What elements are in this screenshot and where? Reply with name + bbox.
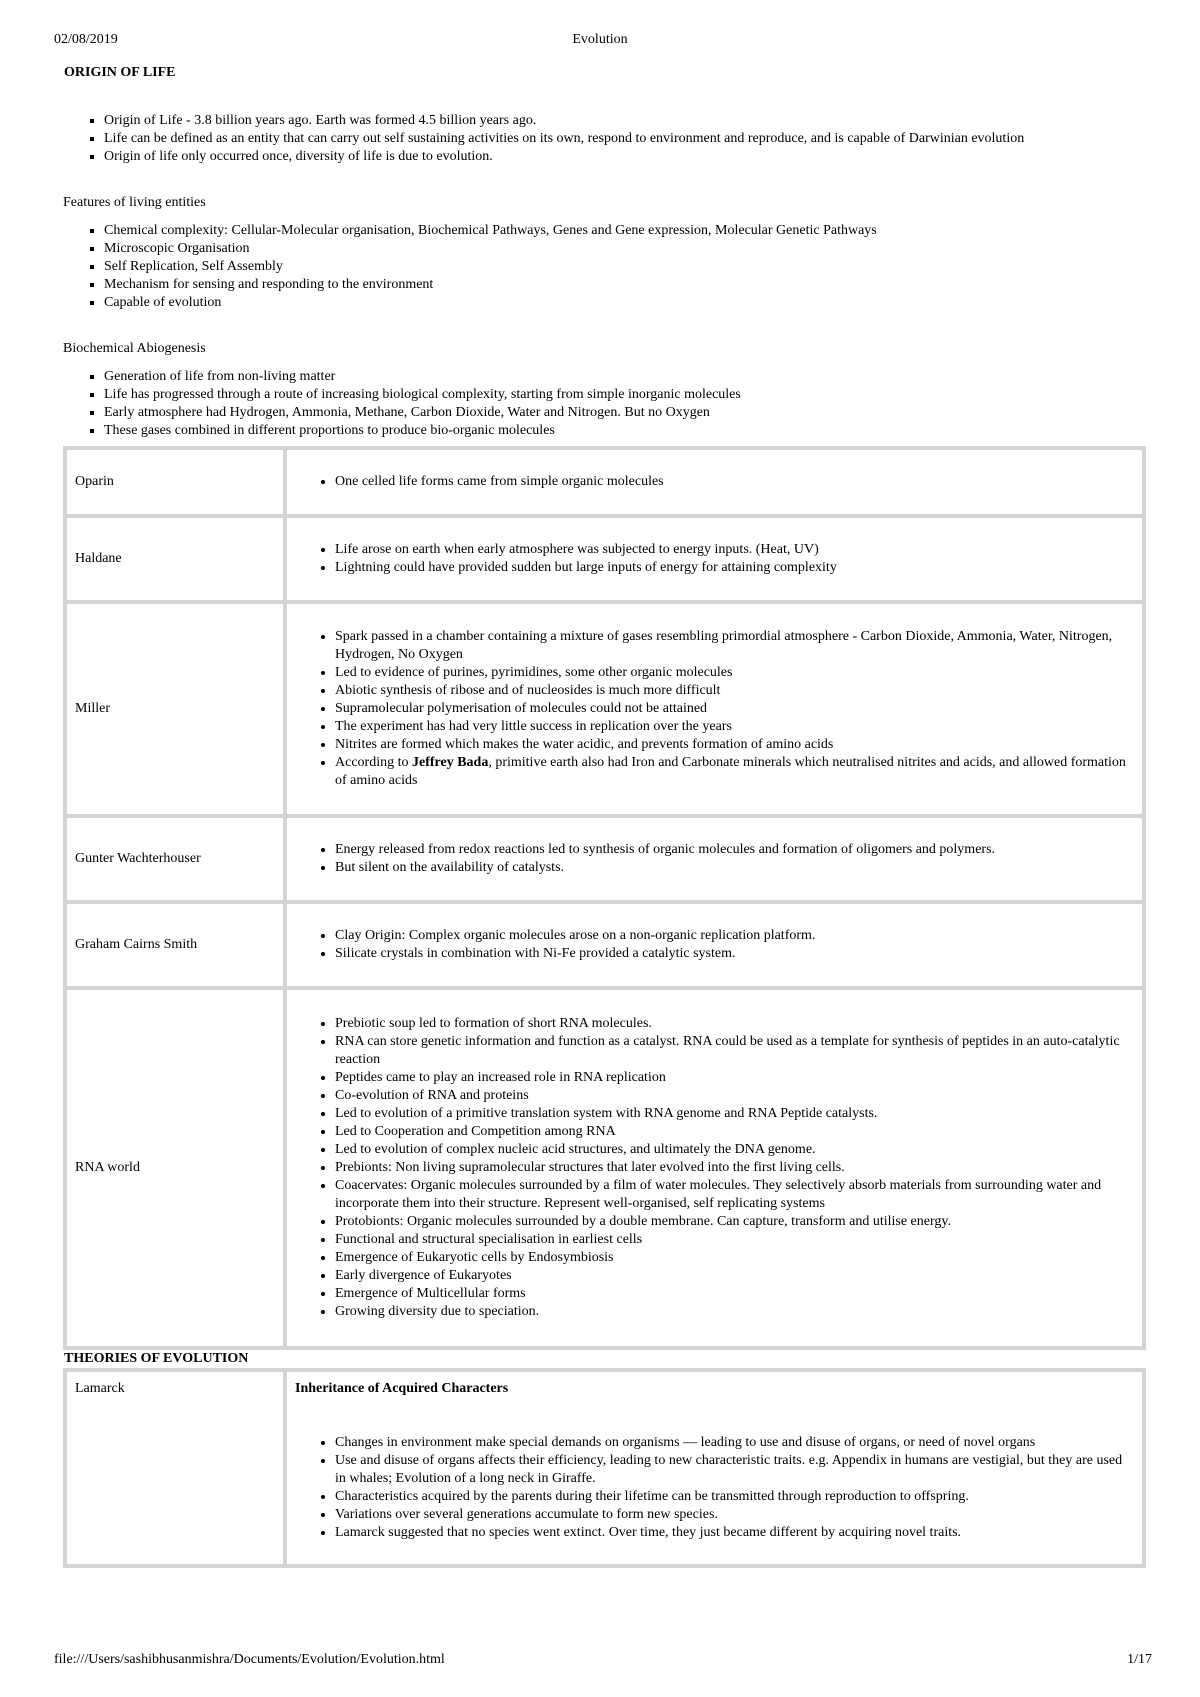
list-item: • Growing diversity due to speciation. [335, 1303, 1132, 1321]
table-row [65, 516, 1144, 602]
list-item: • Co-evolution of RNA and proteins [335, 1087, 1132, 1105]
table-row [65, 902, 1144, 988]
list-item: • Spark passed in a chamber containing a mixture of gases resembling primordial atmosphere - Carbon Dioxide, Ammonia, Water, Nitrogen, Hydrogen, No Oxygen [335, 628, 1132, 664]
row-label-miller: Miller [65, 602, 285, 816]
abiogenesis-list [64, 368, 1144, 440]
list-item: ▪ Life has progressed through a route of increasing biological complexity, starting from simple inorganic molecules [104, 386, 1144, 404]
page-header-title: Evolution [572, 32, 628, 47]
list-item: ▪ Microscopic Organisation [104, 240, 1144, 258]
bada-pre: According to [335, 755, 412, 770]
list-item: • Prebiotic soup led to formation of short RNA molecules. [335, 1015, 1132, 1033]
list-item: ▪ Generation of life from non-living matter [104, 368, 1144, 386]
list-item: • The experiment has had very little success in replication over the years [335, 718, 1132, 736]
list-item: • RNA can store genetic information and function as a catalyst. RNA could be used as a template for synthesis of peptides in an auto-catalytic reaction [335, 1033, 1132, 1069]
list-item: • Variations over several generations accumulate to form new species. [335, 1506, 1132, 1524]
page-footer-path: file:///Users/sashibhusanmishra/Documents/Evolution/Evolution.html [54, 1652, 445, 1667]
list-item: • Coacervates: Organic molecules surrounded by a film of water molecules. They selectively absorb materials from surrounding water and incorporate them into their structure. Represent well-organised, self replicating systems [335, 1177, 1132, 1213]
list-item: ▪ Self Replication, Self Assembly [104, 258, 1144, 276]
table-row [65, 1370, 1144, 1566]
list-item: • Emergence of Multicellular forms [335, 1285, 1132, 1303]
list-item: ▪ Origin of life only occurred once, diversity of life is due to evolution. [104, 148, 1144, 166]
row-label-gunter: Gunter Wachterhouser [65, 816, 285, 902]
features-heading: Features of living entities [63, 195, 206, 210]
list-item: • Lamarck suggested that no species went extinct. Over time, they just became different by acquiring novel traits. [335, 1524, 1132, 1542]
list-item: • Clay Origin: Complex organic molecules arose on a non-organic replication platform. [335, 927, 1132, 945]
list-item: • Nitrites are formed which makes the water acidic, and prevents formation of amino acids [335, 736, 1132, 754]
list-item: • Emergence of Eukaryotic cells by Endosymbiosis [335, 1249, 1132, 1267]
list-item: • But silent on the availability of catalysts. [335, 859, 1132, 877]
theories-table [63, 1368, 1146, 1568]
list-item: • Early divergence of Eukaryotes [335, 1267, 1132, 1285]
abiogenesis-heading: Biochemical Abiogenesis [63, 341, 206, 356]
page-footer-number: 1/17 [1127, 1652, 1152, 1667]
table-row [65, 602, 1144, 816]
document-content [64, 62, 1144, 1568]
features-list [64, 222, 1144, 312]
list-item: • Abiotic synthesis of ribose and of nucleosides is much more difficult [335, 682, 1132, 700]
list-item: • Led to evolution of a primitive translation system with RNA genome and RNA Peptide catalysts. [335, 1105, 1132, 1123]
table-row [65, 448, 1144, 516]
row-body-haldane [285, 516, 1144, 602]
list-item: • Life arose on earth when early atmosphere was subjected to energy inputs. (Heat, UV) [335, 541, 1132, 559]
list-item: • Lightning could have provided sudden but large inputs of energy for attaining complexity [335, 559, 1132, 577]
list-item: ▪ Mechanism for sensing and responding to the environment [104, 276, 1144, 294]
row-label-rna: RNA world [65, 988, 285, 1348]
list-item: • Silicate crystals in combination with Ni-Fe provided a catalytic system. [335, 945, 1132, 963]
list-item: • Functional and structural specialisation in earliest cells [335, 1231, 1132, 1249]
list-item: ▪ Origin of Life - 3.8 billion years ago. Earth was formed 4.5 billion years ago. [104, 112, 1144, 130]
list-item: ▪ Capable of evolution [104, 294, 1144, 312]
row-label-graham: Graham Cairns Smith [65, 902, 285, 988]
row-label-lamarck: Lamarck [65, 1370, 285, 1566]
page-header-date: 02/08/2019 [54, 32, 118, 47]
list-item: • Use and disuse of organs affects their efficiency, leading to new characteristic traits. e.g. Appendix in humans are vestigial, but they are used in whales; Evolution of a long neck in Giraffe. [335, 1452, 1132, 1488]
list-item: ▪ Early atmosphere had Hydrogen, Ammonia, Methane, Carbon Dioxide, Water and Nitrogen. But no Oxygen [104, 404, 1144, 422]
list-item: • Led to evidence of purines, pyrimidines, some other organic molecules [335, 664, 1132, 682]
list-item: • Characteristics acquired by the parents during their lifetime can be transmitted through reproduction to offspring. [335, 1488, 1132, 1506]
row-label-oparin: Oparin [65, 448, 285, 516]
list-item: • Peptides came to play an increased role in RNA replication [335, 1069, 1132, 1087]
origin-heading: ORIGIN OF LIFE [64, 65, 176, 80]
lamarck-heading: Inheritance of Acquired Characters [295, 1381, 509, 1396]
list-item: ▪ Chemical complexity: Cellular-Molecular organisation, Biochemical Pathways, Genes and Gene expression, Molecular Genetic Pathways [104, 222, 1144, 240]
list-item [335, 754, 1132, 790]
table-row [65, 816, 1144, 902]
list-item: • One celled life forms came from simple organic molecules [335, 473, 1132, 491]
row-body-miller [285, 602, 1144, 816]
bada-name: Jeffrey Bada [411, 755, 489, 770]
row-body-gunter [285, 816, 1144, 902]
row-body-lamarck [285, 1370, 1144, 1566]
table-row [65, 988, 1144, 1348]
list-item: • Led to evolution of complex nucleic acid structures, and ultimately the DNA genome. [335, 1141, 1132, 1159]
origin-theories-table [63, 446, 1146, 1350]
row-body-rna [285, 988, 1144, 1348]
list-item: • Supramolecular polymerisation of molecules could not be attained [335, 700, 1132, 718]
row-body-graham [285, 902, 1144, 988]
theories-heading: THEORIES OF EVOLUTION [64, 1351, 249, 1366]
list-item: • Prebionts: Non living supramolecular structures that later evolved into the first living cells. [335, 1159, 1132, 1177]
list-item: ▪ These gases combined in different proportions to produce bio-organic molecules [104, 422, 1144, 440]
list-item: ▪ Life can be defined as an entity that can carry out self sustaining activities on its own, respond to environment and reproduce, and is capable of Darwinian evolution [104, 130, 1144, 148]
list-item: • Protobionts: Organic molecules surrounded by a double membrane. Can capture, transform and utilise energy. [335, 1213, 1132, 1231]
row-label-haldane: Haldane [65, 516, 285, 602]
list-item: • Energy released from redox reactions led to synthesis of organic molecules and formation of oligomers and polymers. [335, 841, 1132, 859]
row-body-oparin [285, 448, 1144, 516]
bada-post: , primitive earth also had Iron and Carbonate minerals which neutralised nitrites and acids, and allowed formation of amino acids [335, 755, 1126, 788]
list-item: • Led to Cooperation and Competition among RNA [335, 1123, 1132, 1141]
origin-list [64, 112, 1144, 166]
list-item: • Changes in environment make special demands on organisms — leading to use and disuse of organs, or need of novel organs [335, 1434, 1132, 1452]
